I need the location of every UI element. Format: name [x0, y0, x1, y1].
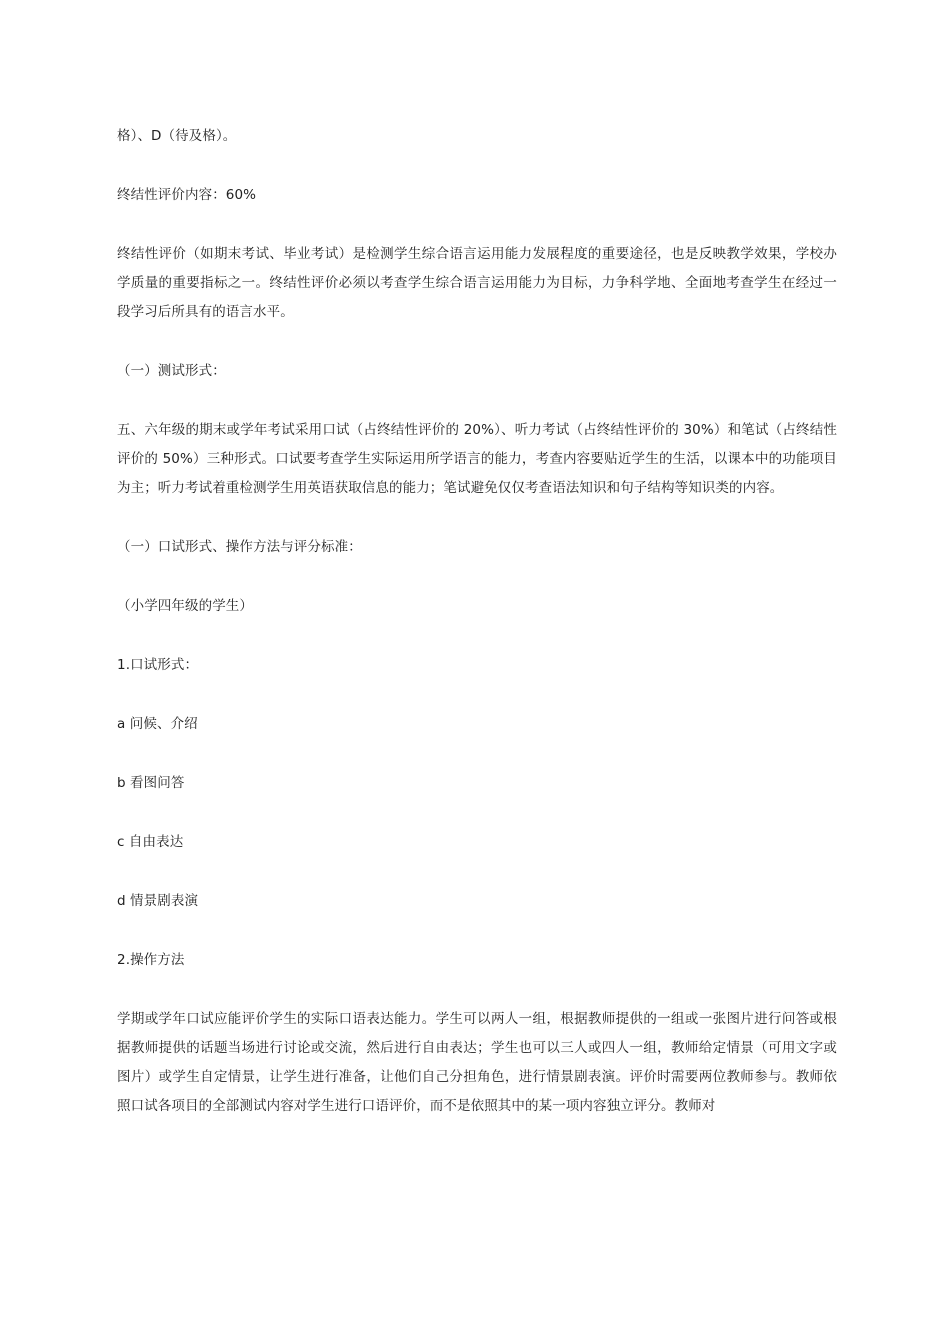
paragraph-test-composition: 五、六年级的期末或学年考试采用口试（占终结性评价的 20%）、听力考试（占终结性评价的 30%）和笔试（占终结性评价的 50%）三种形式。口试要考查学生实际运用所学语言的能力，考查内容要贴近学生的生活，以课本中的功能项目为主；听力考试着重检测学生用英语获取信息的能力；笔试避免仅仅考查语法知识和句子结构等知识类的内容。 — [117, 422, 837, 496]
paragraph-grade-four-note: （小学四年级的学生） — [117, 598, 253, 614]
list-item-free-expression: c 自由表达 — [117, 834, 184, 850]
list-item-picture-qa: b 看图问答 — [117, 775, 185, 791]
heading-operation-method: 2.操作方法 — [117, 952, 185, 968]
heading-oral-format: 1.口试形式： — [117, 657, 199, 673]
list-item-greeting: a 问候、介绍 — [117, 716, 198, 732]
paragraph-summative-description: 终结性评价（如期末考试、毕业考试）是检测学生综合语言运用能力发展程度的重要途径，也是反映教学效果，学校办学质量的重要指标之一。终结性评价必须以考查学生综合语言运用能力为目标，力争科学地、全面地考查学生在经过一段学习后所具有的语言水平。 — [117, 246, 837, 320]
heading-test-format: （一）测试形式： — [117, 363, 226, 379]
heading-oral-test: （一）口试形式、操作方法与评分标准： — [117, 539, 362, 555]
document-page — [117, 122, 837, 1151]
paragraph-operation-details: 学期或学年口试应能评价学生的实际口语表达能力。学生可以两人一组，根据教师提供的一组或一张图片进行问答或根据教师提供的话题当场进行讨论或交流，然后进行自由表达；学生也可以三人或四人一组，教师给定情景（可用文字或图片）或学生自定情景，让学生进行准备，让他们自己分担角色，进行情景剧表演。评价时需要两位教师参与。教师依照口试各项目的全部测试内容对学生进行口语评价，而不是依照其中的某一项内容独立评分。教师对 — [117, 1011, 837, 1114]
list-item-role-play: d 情景剧表演 — [117, 893, 199, 909]
paragraph-summative-weight: 终结性评价内容：60% — [117, 187, 257, 203]
paragraph-grade-end: 格）、D（待及格）。 — [117, 128, 237, 144]
